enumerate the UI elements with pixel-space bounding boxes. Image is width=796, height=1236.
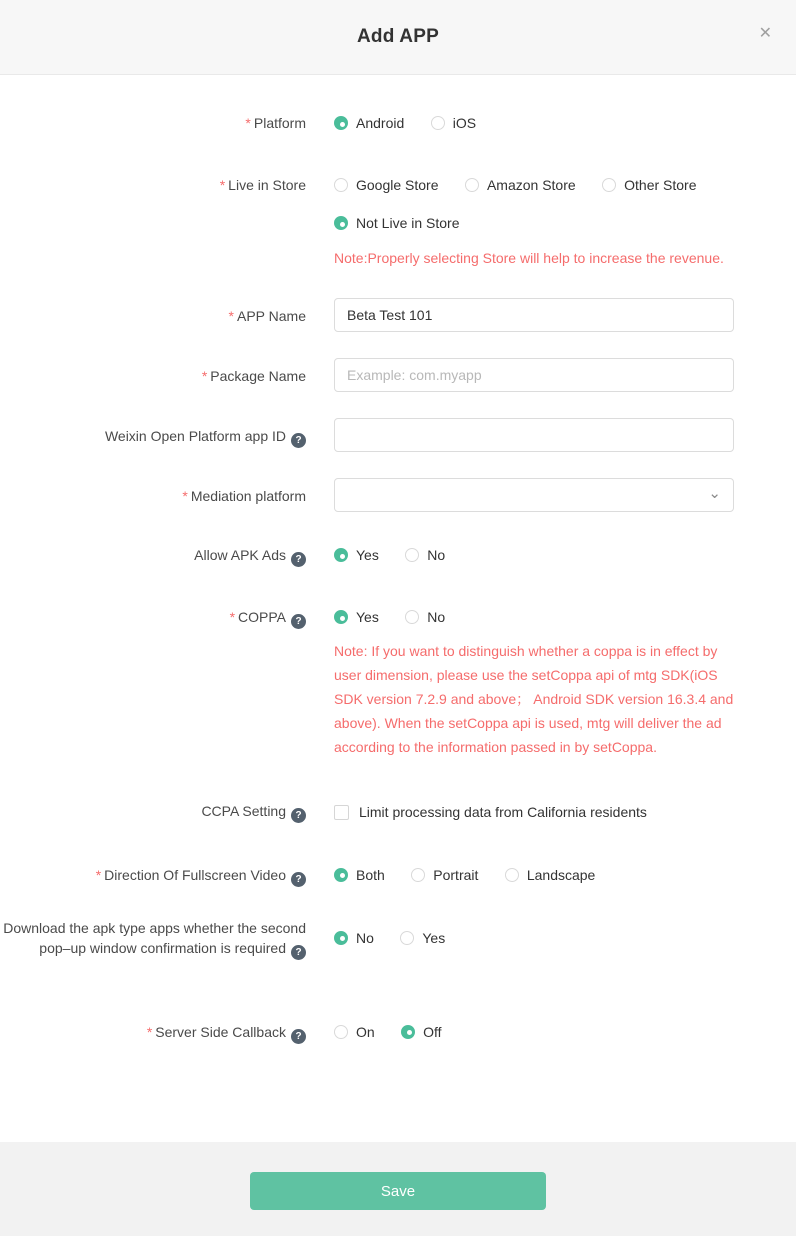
radio-dot <box>405 610 419 624</box>
field-fullscreen-direction <box>0 865 796 887</box>
radio-direction-both[interactable]: Both <box>334 865 385 885</box>
platform-label: * Platform <box>245 115 306 131</box>
help-icon[interactable]: ? <box>291 552 306 567</box>
coppa-label: * COPPA ? <box>0 607 318 629</box>
ccpa-checkbox-option[interactable]: Limit processing data from California residents <box>334 801 647 822</box>
dialog-header <box>0 0 796 75</box>
radio-apk-ads-yes[interactable]: Yes <box>334 545 379 565</box>
required-mark: * <box>201 368 208 384</box>
field-ccpa <box>0 801 796 825</box>
radio-dot <box>400 931 414 945</box>
server-side-callback-options <box>334 1022 734 1044</box>
radio-amazon-store[interactable]: Amazon Store <box>465 175 576 195</box>
coppa-note: Note: If you want to distinguish whether a coppa is in effect by user dimension, please use the setCoppa api of mtg SDK(iOS SDK version 7.2.9 and above； Android SDK version 16.3.4 and above). When the setCoppa api is used, mtg will deliver the ad according to the information passed in by setCoppa. <box>334 643 734 755</box>
ccpa-label: CCPA Setting ? <box>0 801 318 823</box>
radio-other-store[interactable]: Other Store <box>602 175 696 195</box>
allow-apk-ads-label: Allow APK Ads ? <box>0 545 318 567</box>
required-mark: * <box>146 1023 153 1040</box>
radio-coppa-yes[interactable]: Yes <box>334 607 379 627</box>
download-apk-confirm-label: Download the apk type apps whether the second pop–up window confirmation is required ? <box>3 919 306 958</box>
help-icon[interactable]: ? <box>291 614 306 629</box>
field-platform <box>0 113 796 135</box>
live-in-store-options <box>334 175 734 270</box>
radio-dot <box>602 178 616 192</box>
field-package-name <box>0 358 796 392</box>
radio-direction-portrait[interactable]: Portrait <box>411 865 478 885</box>
server-side-callback-label: * Server Side Callback ? <box>0 1022 318 1044</box>
save-button[interactable]: Save <box>250 1172 546 1210</box>
field-coppa <box>0 607 796 759</box>
required-mark: * <box>182 488 188 504</box>
field-live-in-store <box>0 175 796 270</box>
radio-dot-selected <box>334 931 348 945</box>
radio-download-no[interactable]: No <box>334 928 374 948</box>
radio-dot-selected <box>401 1025 415 1039</box>
fullscreen-direction-options <box>334 865 734 887</box>
package-name-input[interactable] <box>334 358 734 392</box>
mediation-platform-label: * Mediation platform <box>182 488 306 504</box>
required-mark: * <box>245 115 251 131</box>
package-name-label: * Package Name <box>201 368 306 384</box>
help-icon[interactable]: ? <box>291 872 306 887</box>
live-in-store-label: * Live in Store <box>219 177 306 193</box>
radio-dot <box>334 1025 348 1039</box>
radio-dot-selected <box>334 548 348 562</box>
radio-direction-landscape[interactable]: Landscape <box>505 865 596 885</box>
dialog-body <box>0 75 796 1142</box>
radio-dot-selected <box>334 216 348 230</box>
radio-dot <box>334 178 348 192</box>
required-mark: * <box>219 177 226 193</box>
radio-google-store[interactable]: Google Store <box>334 175 439 195</box>
radio-callback-on[interactable]: On <box>334 1022 375 1042</box>
help-icon[interactable]: ? <box>291 1029 306 1044</box>
weixin-app-id-label: Weixin Open Platform app ID ? <box>0 418 318 448</box>
store-options-row2 <box>334 213 734 235</box>
field-mediation-platform <box>0 478 796 512</box>
field-allow-apk-ads <box>0 545 796 567</box>
mediation-platform-select[interactable] <box>334 478 734 512</box>
radio-dot <box>505 868 519 882</box>
close-icon[interactable]: ✕ <box>758 25 772 42</box>
field-server-side-callback <box>0 1022 796 1044</box>
radio-not-live-in-store[interactable]: Not Live in Store <box>334 213 460 233</box>
help-icon[interactable]: ? <box>291 808 306 823</box>
radio-dot-selected <box>334 610 348 624</box>
app-name-input[interactable] <box>334 298 734 332</box>
coppa-options <box>334 607 734 759</box>
radio-coppa-no[interactable]: No <box>405 607 445 627</box>
radio-android[interactable]: Android <box>334 113 404 133</box>
radio-dot <box>405 548 419 562</box>
app-name-label: * APP Name <box>228 308 306 324</box>
required-mark: * <box>229 609 236 625</box>
field-weixin-app-id <box>0 418 796 452</box>
fullscreen-direction-label: * Direction Of Fullscreen Video ? <box>0 865 318 887</box>
field-app-name <box>0 298 796 332</box>
radio-dot-selected <box>334 116 348 130</box>
store-options-row1 <box>334 175 734 197</box>
radio-dot <box>465 178 479 192</box>
field-download-apk-confirm <box>0 918 796 960</box>
radio-download-yes[interactable]: Yes <box>400 928 445 948</box>
dialog-footer <box>0 1142 796 1236</box>
checkbox-unchecked <box>334 805 349 820</box>
store-note: Note:Properly selecting Store will help to increase the revenue. <box>334 250 724 266</box>
weixin-app-id-input[interactable] <box>334 418 734 452</box>
platform-options <box>334 113 734 135</box>
dialog-title: Add APP <box>357 26 439 47</box>
help-icon[interactable]: ? <box>291 945 306 960</box>
radio-dot <box>431 116 445 130</box>
radio-dot-selected <box>334 868 348 882</box>
required-mark: * <box>228 308 234 324</box>
radio-dot <box>411 868 425 882</box>
help-icon[interactable]: ? <box>291 433 306 448</box>
download-apk-confirm-options <box>334 918 734 950</box>
chevron-down-icon: ⌄ <box>708 485 721 502</box>
radio-callback-off[interactable]: Off <box>401 1022 441 1042</box>
required-mark: * <box>95 866 102 883</box>
radio-apk-ads-no[interactable]: No <box>405 545 445 565</box>
radio-ios[interactable]: iOS <box>431 113 476 133</box>
allow-apk-ads-options <box>334 545 734 567</box>
